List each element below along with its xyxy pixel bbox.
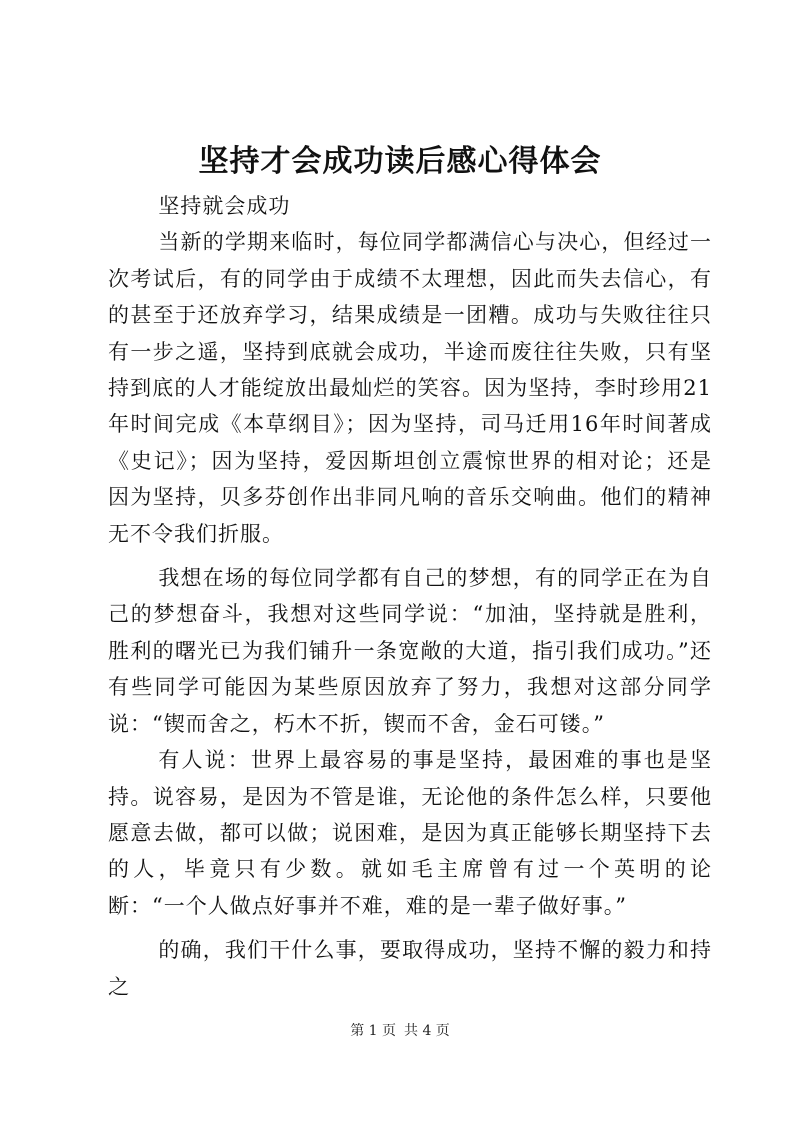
document-body <box>108 188 712 1005</box>
document-title: 坚持才会成功读后感心得体会 <box>198 144 602 179</box>
page-number: 第 1 页 <box>350 1023 396 1039</box>
body-paragraph: 的确，我们干什么事，要取得成功，坚持不懈的毅力和持之 <box>108 938 712 999</box>
subtitle-paragraph: 坚持就会成功 <box>158 194 291 218</box>
page-footer <box>0 1021 800 1041</box>
body-paragraph: 有人说：世界上最容易的事是坚持，最困难的事也是坚持。说容易，是因为不管是谁，无论他的条件怎么样，只要他愿意去做，都可以做；说困难，是因为真正能够长期坚持下去的人，毕竟只有少数。就如毛主席曾有过一个英明的论断：“一个人做点好事并不难，难的是一辈子做好事。” <box>108 748 712 918</box>
page-total: 共 4 页 <box>404 1023 450 1039</box>
body-paragraph: 当新的学期来临时，每位同学都满信心与决心，但经过一次考试后，有的同学由于成绩不太理想，因此而失去信心，有的甚至于还放弃学习，结果成绩是一团糟。成功与失败往往只有一步之遥，坚持到底就会成功，半途而废往往失败，只有坚持到底的人才能绽放出最灿烂的笑容。因为坚持，李时珍用21年时间完成《本草纲目》；因为坚持，司马迁用16年时间著成《史记》；因为坚持，爱因斯坦创立震惊世界的相对论；还是因为坚持，贝多芬创作出非同凡响的音乐交响曲。他们的精神无不令我们折服。 <box>108 230 712 546</box>
body-paragraph: 我想在场的每位同学都有自己的梦想，有的同学正在为自己的梦想奋斗，我想对这些同学说：“加油，坚持就是胜利，胜利的曙光已为我们铺升一条宽敞的大道，指引我们成功。”还有些同学可能因为某些原因放弃了努力，我想对这部分同学说：“锲而舍之，朽木不折，锲而不舍，金石可镂。” <box>108 566 712 736</box>
